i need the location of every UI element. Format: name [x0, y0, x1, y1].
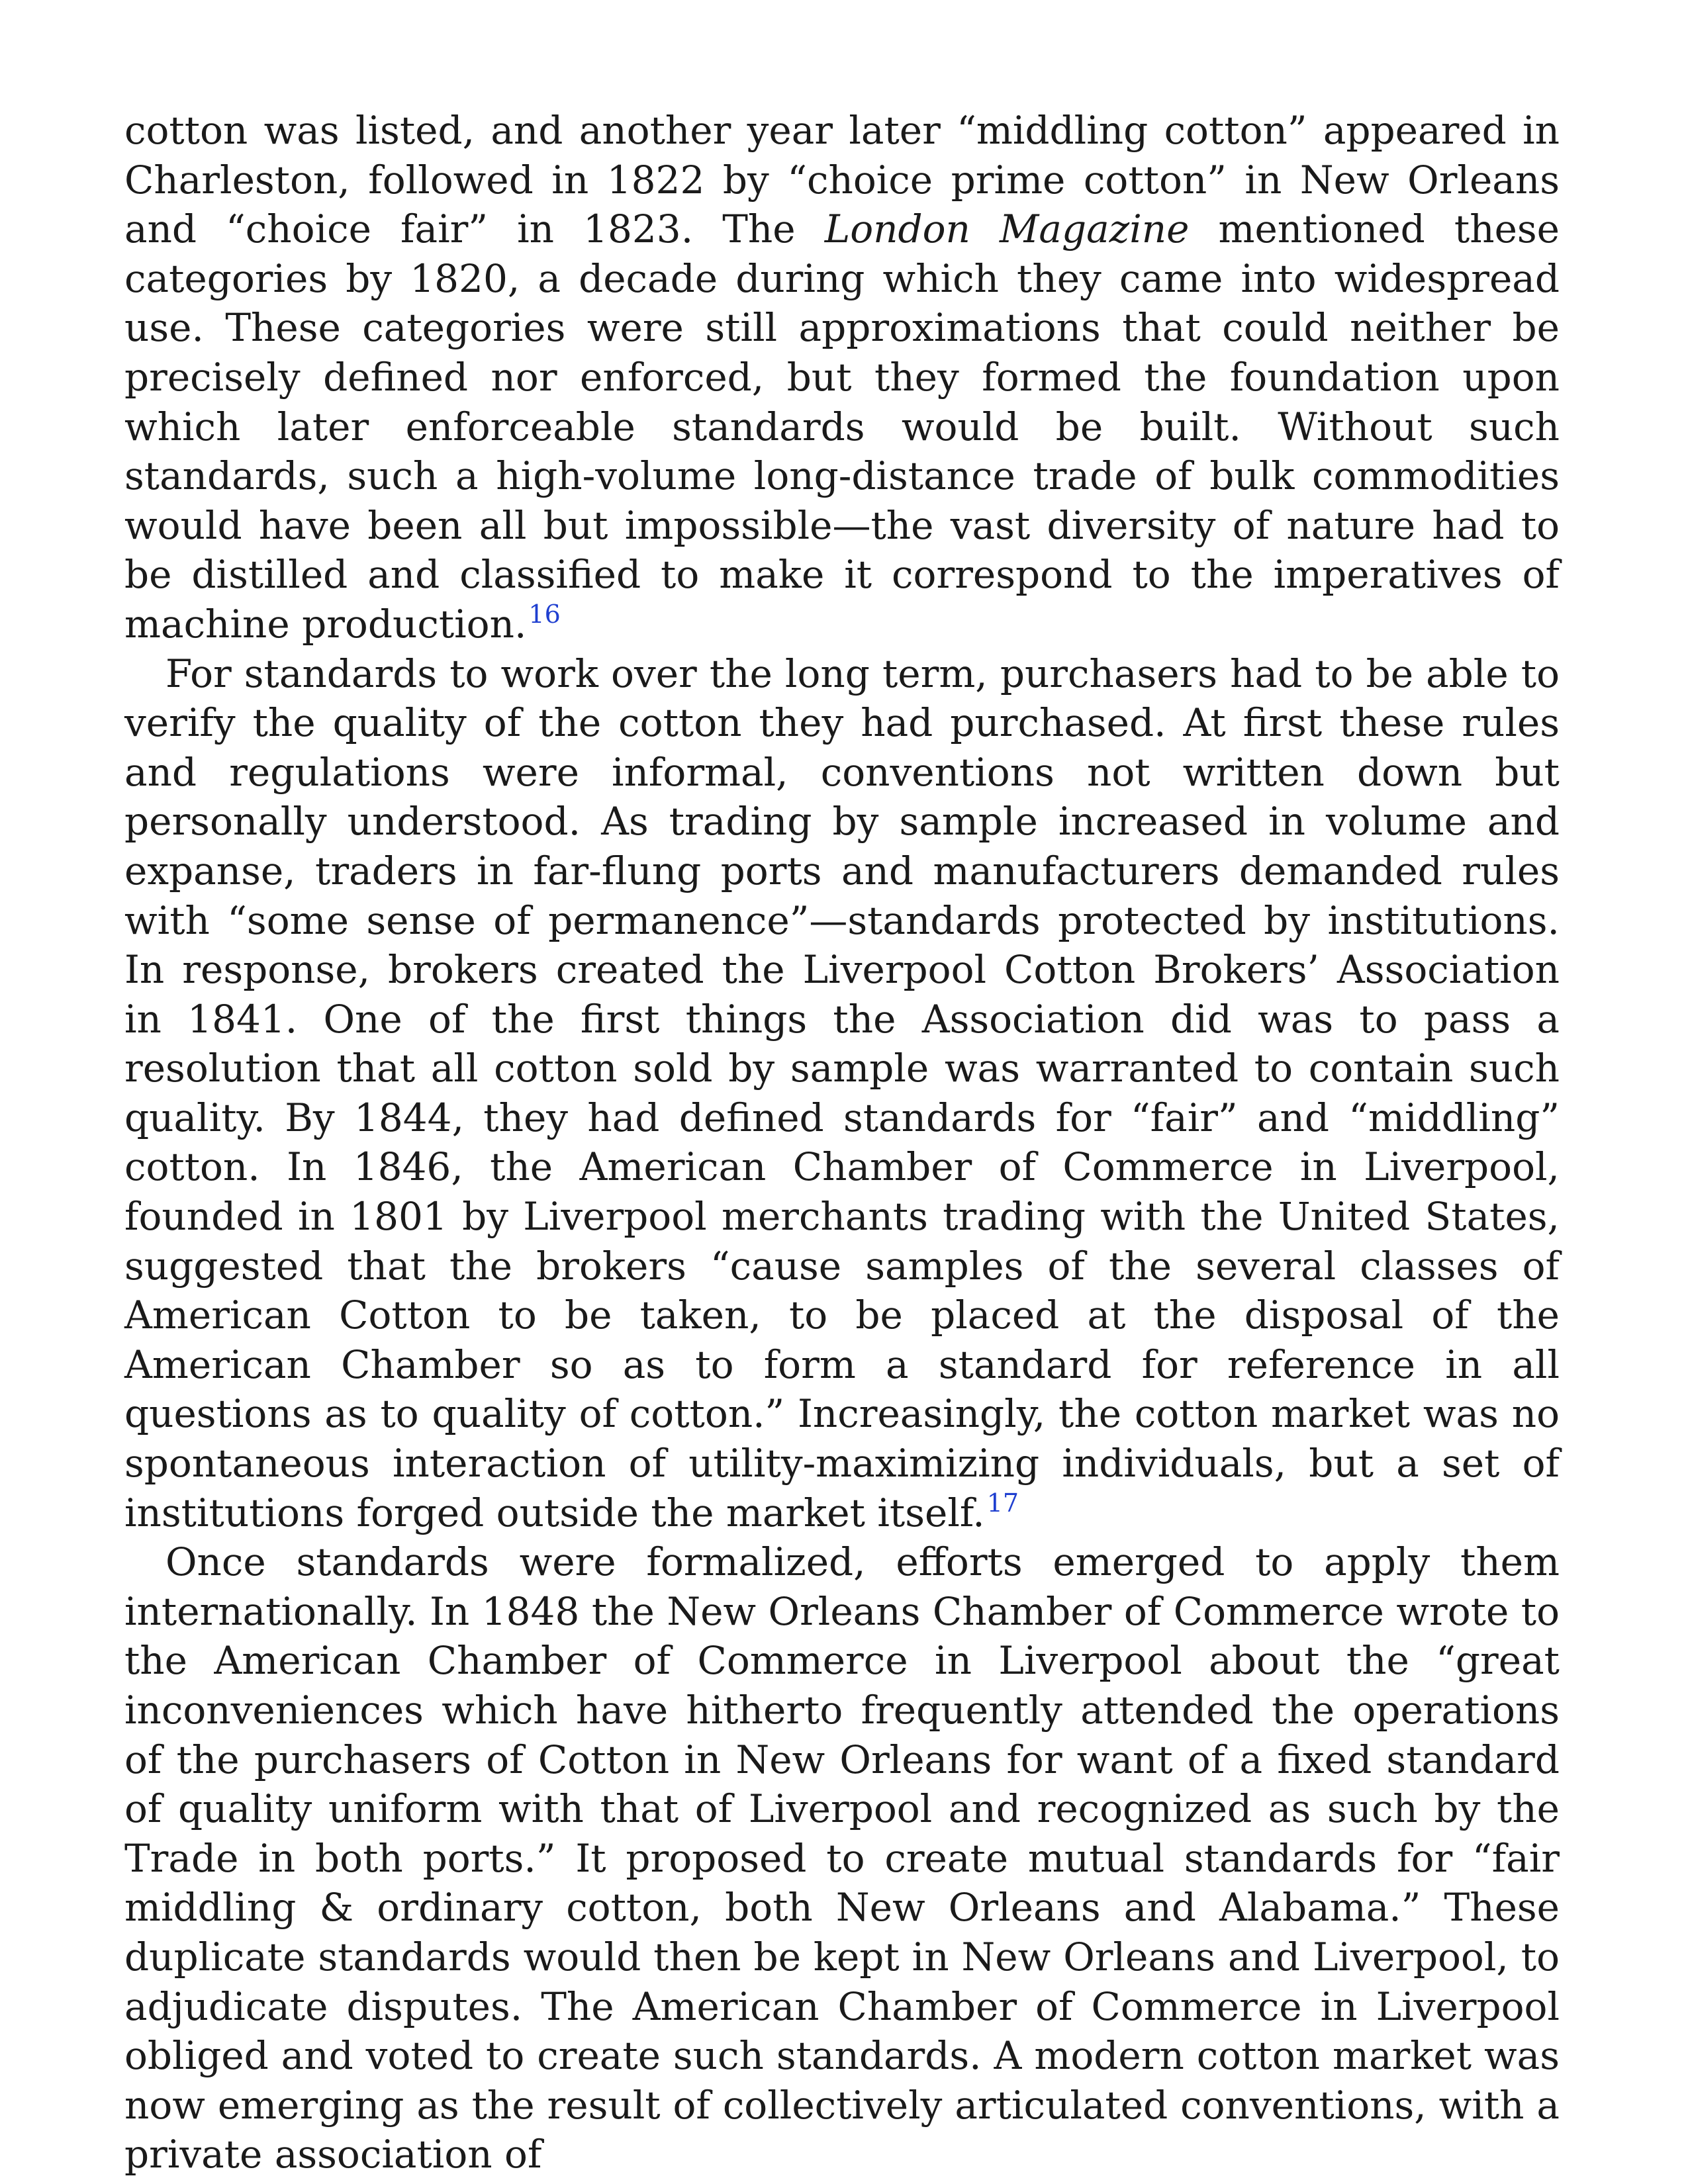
paragraph-1-text-start: cotton was listed, and another year later “middling cotton” appeared in Charleston, followed in 1822 by “choice prime cotton” in New Orleans and “choice fair” in 1823. The	[124, 108, 1560, 252]
footnote-link-17[interactable]: 17	[986, 1488, 1019, 1518]
paragraph-1	[124, 106, 1560, 649]
footnote-link-16[interactable]: 16	[528, 599, 561, 629]
paragraph-3-text: Once standards were formalized, efforts emerged to apply them internationally. In 1848 the New Orleans Chamber of Commerce wrote to the American Chamber of Commerce in Liverpool about the “great inconveniences which have hitherto frequently attended the operations of the purchasers of Cotton in New Orleans for want of a fixed standard of quality uniform with that of Liverpool and recognized as such by the Trade in both ports.” It proposed to create mutual standards for “fair middling & ordinary cotton, both New Orleans and Alabama.” These duplicate standards would then be kept in New Orleans and Liverpool, to adjudicate disputes. The American Chamber of Commerce in Liverpool obliged and voted to create such standards. A modern cotton market was now emerging as the result of collectively articulated conventions, with a private association of	[124, 1539, 1560, 2177]
paragraph-2-text: For standards to work over the long term, purchasers had to be able to verify the quality of the cotton they had purchased. At first these rules and regulations were informal, conventions not written down but personally understood. As trading by sample increased in volume and expanse, traders in far-flung ports and manufacturers demanded rules with “some sense of permanence”—standards protected by institutions. In response, brokers created the Liverpool Cotton Brokers’ Association in 1841. One of the first things the Association did was to pass a resolution that all cotton sold by sample was warranted to contain such quality. By 1844, they had defined standards for “fair” and “middling” cotton. In 1846, the American Chamber of Commerce in Liverpool, founded in 1801 by Liverpool merchants trading with the United States, suggested that the brokers “cause samples of the several classes of American Cotton to be taken, to be placed at the disposal of the American Chamber so as to form a standard for reference in all questions as to quality of cotton.” Increasingly, the cotton market was no spontaneous interaction of utility-maximizing individuals, but a set of institutions forged outside the market itself.	[124, 651, 1560, 1535]
paragraph-1-text-end: mentioned these categories by 1820, a decade during which they came into widespread use. These categories were still approximations that could neither be precisely defined nor enforced, but they formed the foundation upon which later enforceable standards would be built. Without such standards, such a high-volume long-distance trade of bulk commodities would have been all but impossible—the vast diversity of nature had to be distilled and classified to make it correspond to the imperatives of machine production.	[124, 206, 1560, 647]
paragraph-3	[124, 1537, 1560, 2179]
page-body	[124, 106, 1560, 2179]
paragraph-2	[124, 649, 1560, 1538]
italic-title-london-magazine: London Magazine	[824, 206, 1190, 252]
